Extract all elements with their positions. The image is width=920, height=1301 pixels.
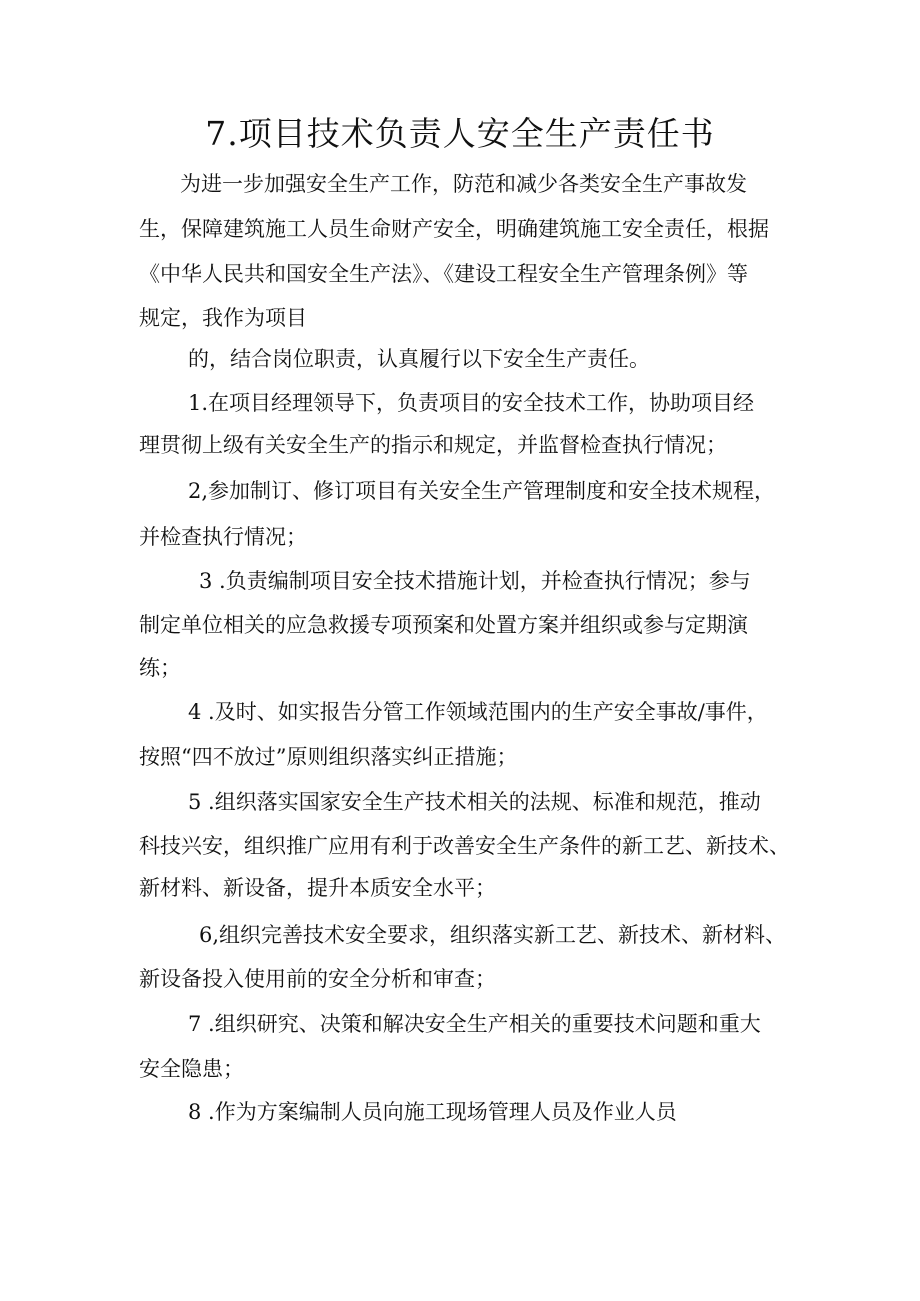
text-line: 生，保障建筑施工人员生命财产安全，明确建筑施工安全责任，根据 (139, 217, 769, 241)
text-line: 2,参加制订、修订项目有关安全生产管理制度和安全技术规程， (188, 479, 776, 503)
text-line: 制定单位相关的应急救援专项预案和处置方案并组织或参与定期演 (139, 613, 748, 637)
text-line: 7 .组织研究、决策和解决安全生产相关的重要技术问题和重大 (188, 1012, 761, 1036)
text-line: 规定，我作为项目 (139, 306, 307, 330)
text-line: 新材料、新设备，提升本质安全水平； (139, 876, 496, 900)
document-title: 7.项目技术负责人安全生产责任书 (205, 114, 715, 153)
text-line: 的，结合岗位职责，认真履行以下安全生产责任。 (188, 347, 650, 371)
text-line: 《中华人民共和国安全生产法》、《建设工程安全生产管理条例》等 (139, 262, 748, 286)
text-line: 3 .负责编制项目安全技术措施计划，并检查执行情况；参与 (199, 569, 751, 593)
text-line: 新设备投入使用前的安全分析和审查； (139, 967, 496, 991)
text-line: 安全隐患； (139, 1057, 244, 1081)
text-line: 按照“四不放过”原则组织落实纠正措施； (139, 745, 518, 769)
text-line: 8 .作为方案编制人员向施工现场管理人员及作业人员 (188, 1100, 677, 1124)
text-line: 1.在项目经理领导下，负责项目的安全技术工作，协助项目经 (188, 391, 755, 415)
text-line: 5 .组织落实国家安全生产技术相关的法规、标准和规范，推动 (188, 790, 761, 814)
text-line: 并检查执行情况； (139, 525, 307, 549)
text-line: 理贯彻上级有关安全生产的指示和规定，并监督检查执行情况； (139, 433, 727, 457)
text-line: 6,组织完善技术安全要求，组织落实新工艺、新技术、新材料、 (199, 923, 787, 947)
text-line: 科技兴安，组织推广应用有利于改善安全生产条件的新工艺、新技术、 (139, 834, 790, 858)
text-line: 4 .及时、如实报告分管工作领域范围内的生产安全事故/事件， (188, 700, 768, 724)
text-line: 练； (139, 656, 181, 680)
text-line: 为进一步加强安全生产工作，防范和减少各类安全生产事故发 (180, 172, 747, 196)
